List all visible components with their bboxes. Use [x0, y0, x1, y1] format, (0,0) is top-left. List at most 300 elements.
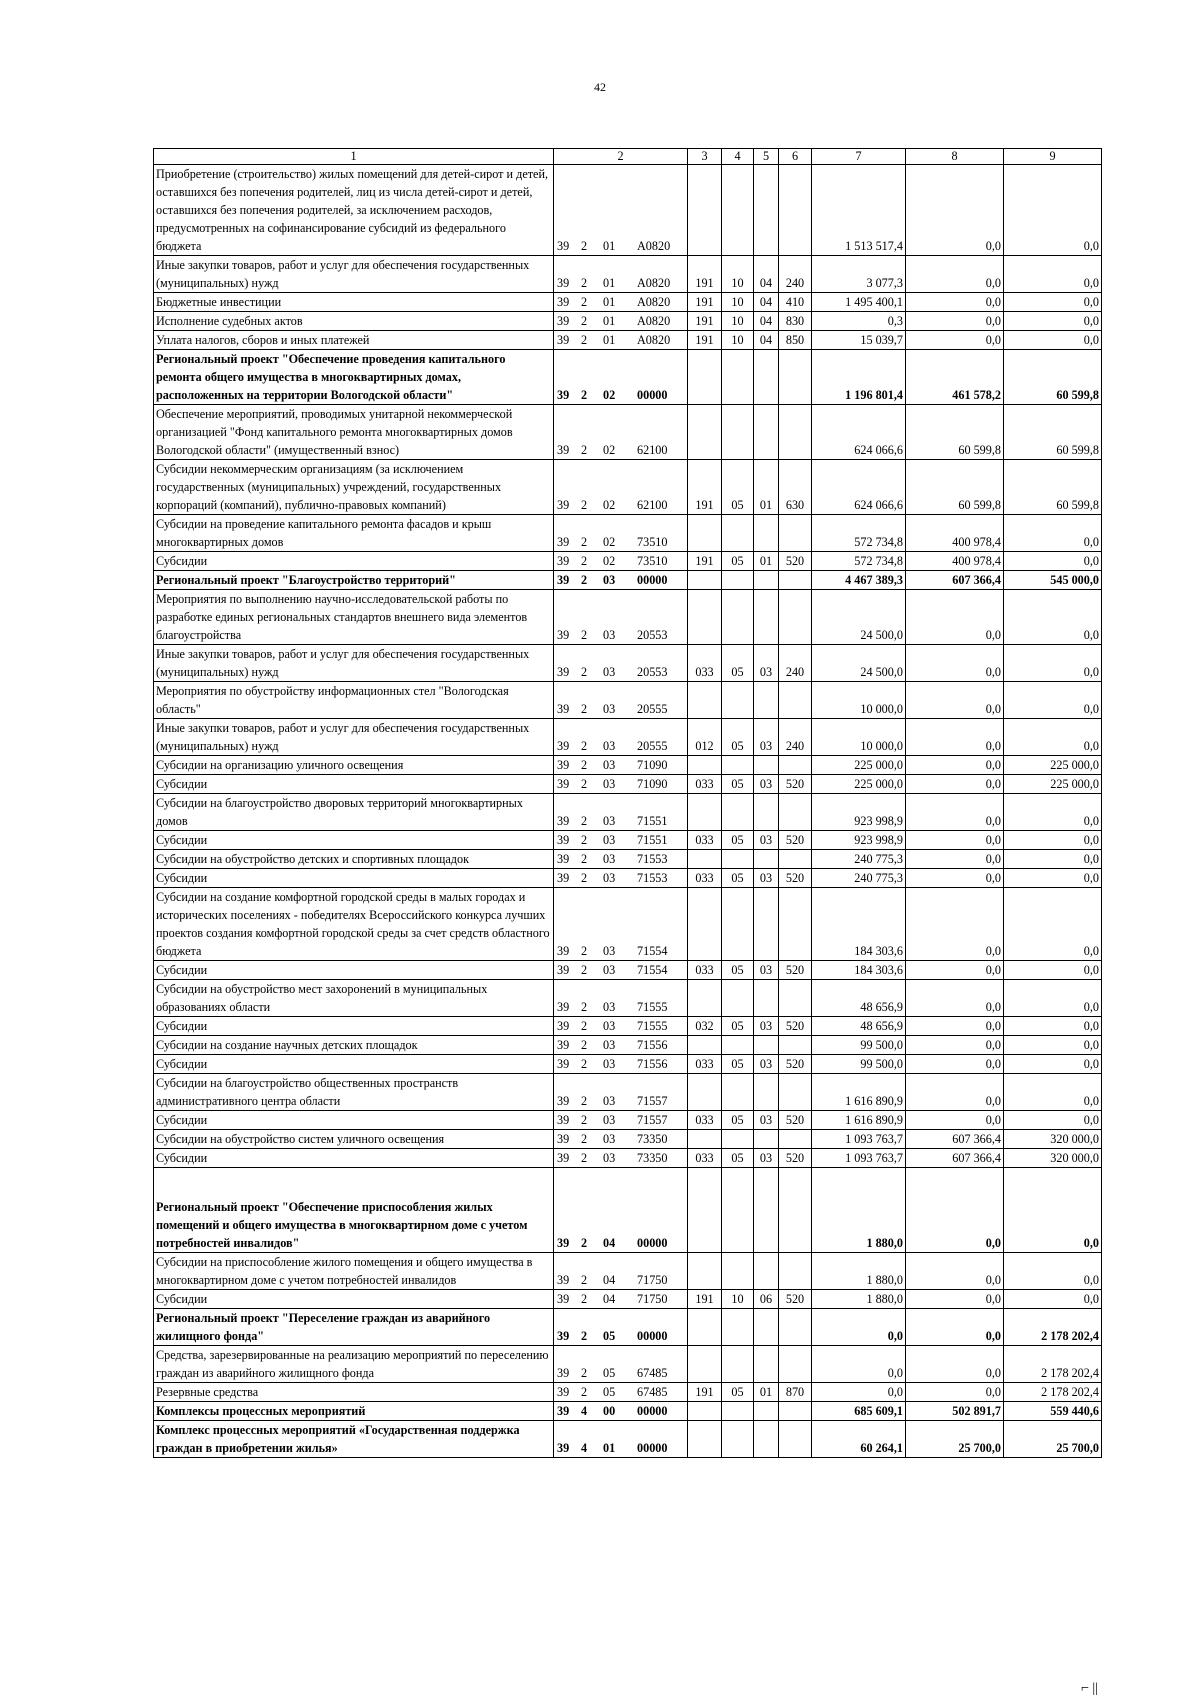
row-grbs: 191 — [688, 1383, 722, 1402]
code-part-c3: 03 — [603, 1019, 616, 1033]
row-value-8: 60 599,8 — [906, 405, 1004, 460]
code-part-c3: 02 — [603, 554, 616, 568]
row-pr: 01 — [754, 552, 779, 571]
table-row-section — [154, 1402, 1102, 1421]
code-part-c4: 71090 — [637, 777, 668, 791]
row-value-9: 60 599,8 — [1004, 350, 1102, 405]
row-code — [554, 293, 688, 312]
code-part-c3: 03 — [603, 1000, 616, 1014]
row-code — [554, 1290, 688, 1309]
corner-mark: ⌐ || — [1080, 1681, 1098, 1696]
table-row — [154, 293, 1102, 312]
row-name: Субсидии на создание научных детских площадок — [154, 1036, 554, 1055]
row-name: Субсидии на организацию уличного освещения — [154, 756, 554, 775]
row-vr: 520 — [779, 1290, 812, 1309]
code-part-c3: 00 — [603, 1404, 616, 1418]
row-grbs — [688, 515, 722, 552]
code-part-c3: 01 — [603, 276, 616, 290]
code-part-c3: 02 — [603, 443, 616, 457]
header-cell: 4 — [722, 149, 754, 165]
row-pr — [754, 1421, 779, 1458]
row-rz: 10 — [722, 312, 754, 331]
code-part-c2: 2 — [581, 739, 588, 753]
code-part-c4: 73510 — [637, 535, 668, 549]
row-name: Мероприятия по обустройству информационных стел "Вологодская область" — [154, 682, 554, 719]
code-part-c1: 39 — [557, 333, 570, 347]
row-rz — [722, 682, 754, 719]
row-code — [554, 1309, 688, 1346]
row-value-9: 0,0 — [1004, 590, 1102, 645]
code-part-c4: 71750 — [637, 1273, 668, 1287]
row-value-9: 0,0 — [1004, 331, 1102, 350]
row-value-7: 99 500,0 — [812, 1055, 906, 1074]
code-part-c1: 39 — [557, 1329, 570, 1343]
row-value-9: 0,0 — [1004, 645, 1102, 682]
row-name: Региональный проект "Переселение граждан из аварийного жилищного фонда" — [154, 1309, 554, 1346]
row-rz: 05 — [722, 460, 754, 515]
code-part-c3: 01 — [603, 314, 616, 328]
row-value-9: 0,0 — [1004, 1253, 1102, 1290]
row-grbs — [688, 1074, 722, 1111]
row-vr: 870 — [779, 1383, 812, 1402]
row-vr: 240 — [779, 719, 812, 756]
code-part-c3: 03 — [603, 573, 616, 587]
row-pr: 03 — [754, 1149, 779, 1168]
code-part-c1: 39 — [557, 1113, 570, 1127]
row-grbs — [688, 980, 722, 1017]
row-value-7: 1 513 517,4 — [812, 165, 906, 256]
row-value-8: 0,0 — [906, 756, 1004, 775]
row-value-7: 1 616 890,9 — [812, 1074, 906, 1111]
row-value-8: 0,0 — [906, 165, 1004, 256]
code-part-c4: 71556 — [637, 1057, 668, 1071]
row-pr: 04 — [754, 331, 779, 350]
row-name: Мероприятия по выполнению научно-исследовательской работы по разработке единых региональных стандартов внешнего вида элементов благоустройства — [154, 590, 554, 645]
row-grbs: 191 — [688, 256, 722, 293]
row-rz — [722, 756, 754, 775]
row-code — [554, 961, 688, 980]
row-value-8: 0,0 — [906, 682, 1004, 719]
row-value-7: 685 609,1 — [812, 1402, 906, 1421]
code-part-c1: 39 — [557, 944, 570, 958]
code-part-c1: 39 — [557, 239, 570, 253]
row-code — [554, 460, 688, 515]
row-code — [554, 1346, 688, 1383]
code-part-c3: 03 — [603, 852, 616, 866]
code-part-c3: 03 — [603, 1094, 616, 1108]
row-code — [554, 552, 688, 571]
row-vr — [779, 405, 812, 460]
row-vr: 520 — [779, 1017, 812, 1036]
table-row — [154, 312, 1102, 331]
row-rz: 05 — [722, 869, 754, 888]
row-vr — [779, 682, 812, 719]
row-value-7: 3 077,3 — [812, 256, 906, 293]
row-grbs — [688, 1253, 722, 1290]
row-value-8: 0,0 — [906, 293, 1004, 312]
code-part-c2: 2 — [581, 333, 588, 347]
code-part-c1: 39 — [557, 1292, 570, 1306]
row-value-8: 0,0 — [906, 1309, 1004, 1346]
row-name: Комплексы процессных мероприятий — [154, 1402, 554, 1421]
code-part-c2: 2 — [581, 1132, 588, 1146]
row-value-8: 0,0 — [906, 1017, 1004, 1036]
row-value-9: 0,0 — [1004, 1111, 1102, 1130]
table-row — [154, 850, 1102, 869]
row-pr — [754, 1130, 779, 1149]
code-part-c2: 2 — [581, 871, 588, 885]
row-code — [554, 1253, 688, 1290]
code-part-c2: 2 — [581, 1113, 588, 1127]
code-part-c1: 39 — [557, 702, 570, 716]
row-value-7: 24 500,0 — [812, 590, 906, 645]
code-part-c1: 39 — [557, 498, 570, 512]
code-part-c4: 73350 — [637, 1132, 668, 1146]
code-part-c2: 2 — [581, 1151, 588, 1165]
row-value-7: 1 093 763,7 — [812, 1149, 906, 1168]
table-row — [154, 775, 1102, 794]
row-value-8: 0,0 — [906, 869, 1004, 888]
row-code — [554, 682, 688, 719]
code-part-c2: 2 — [581, 295, 588, 309]
code-part-c4: 71750 — [637, 1292, 668, 1306]
row-value-9: 0,0 — [1004, 552, 1102, 571]
row-value-9: 0,0 — [1004, 1290, 1102, 1309]
row-pr — [754, 350, 779, 405]
row-name: Субсидии на приспособление жилого помещения и общего имущества в многоквартирном доме с учетом потребностей инвалидов — [154, 1253, 554, 1290]
row-rz: 05 — [722, 961, 754, 980]
row-code — [554, 1111, 688, 1130]
row-value-9: 60 599,8 — [1004, 405, 1102, 460]
code-part-c1: 39 — [557, 1019, 570, 1033]
table-row — [154, 331, 1102, 350]
row-value-8: 0,0 — [906, 1383, 1004, 1402]
code-part-c2: 2 — [581, 963, 588, 977]
row-pr: 01 — [754, 1383, 779, 1402]
row-vr — [779, 1346, 812, 1383]
code-part-c2: 2 — [581, 665, 588, 679]
row-name: Субсидии на благоустройство дворовых территорий многоквартирных домов — [154, 794, 554, 831]
code-part-c4: 71555 — [637, 1019, 668, 1033]
row-name: Субсидии — [154, 1290, 554, 1309]
row-vr — [779, 571, 812, 590]
code-part-c3: 04 — [603, 1273, 616, 1287]
row-code — [554, 1036, 688, 1055]
code-part-c1: 39 — [557, 1094, 570, 1108]
row-pr: 03 — [754, 1017, 779, 1036]
row-vr — [779, 350, 812, 405]
code-part-c1: 39 — [557, 963, 570, 977]
row-pr: 03 — [754, 1055, 779, 1074]
row-name: Субсидии на создание комфортной городской среды в малых городах и исторических поселениях - победителях Всероссийского конкурса лучших проектов создания комфортной городской среды за счет средств областного бюджета — [154, 888, 554, 961]
code-part-c3: 05 — [603, 1385, 616, 1399]
row-value-7: 0,3 — [812, 312, 906, 331]
code-part-c2: 2 — [581, 1038, 588, 1052]
row-vr: 520 — [779, 831, 812, 850]
row-value-9: 0,0 — [1004, 850, 1102, 869]
code-part-c1: 39 — [557, 388, 570, 402]
code-part-c4: 71557 — [637, 1113, 668, 1127]
table-row — [154, 645, 1102, 682]
row-rz: 05 — [722, 1017, 754, 1036]
row-value-9: 0,0 — [1004, 682, 1102, 719]
row-name: Исполнение судебных актов — [154, 312, 554, 331]
code-part-c4: 71554 — [637, 944, 668, 958]
row-vr — [779, 794, 812, 831]
row-value-8: 0,0 — [906, 1111, 1004, 1130]
code-part-c1: 39 — [557, 1132, 570, 1146]
row-name: Приобретение (строительство) жилых помещений для детей-сирот и детей, оставшихся без попечения родителей, лиц из числа детей-сирот и детей, оставшихся без попечения родителей, за исключением расходов, предусмотренных на софинансирование субсидий из федерального бюджета — [154, 165, 554, 256]
row-vr — [779, 756, 812, 775]
code-part-c2: 2 — [581, 702, 588, 716]
row-rz — [722, 1421, 754, 1458]
row-name: Субсидии — [154, 1055, 554, 1074]
row-pr: 03 — [754, 719, 779, 756]
row-value-8: 0,0 — [906, 1346, 1004, 1383]
row-rz — [722, 888, 754, 961]
row-vr: 520 — [779, 961, 812, 980]
code-part-c3: 02 — [603, 498, 616, 512]
code-part-c2: 2 — [581, 852, 588, 866]
row-name: Субсидии — [154, 1017, 554, 1036]
row-value-7: 240 775,3 — [812, 850, 906, 869]
header-cell: 6 — [779, 149, 812, 165]
code-part-c2: 2 — [581, 833, 588, 847]
row-grbs: 191 — [688, 312, 722, 331]
code-part-c4: 71557 — [637, 1094, 668, 1108]
row-name: Резервные средства — [154, 1383, 554, 1402]
row-vr: 850 — [779, 331, 812, 350]
row-grbs: 191 — [688, 1290, 722, 1309]
row-value-9: 0,0 — [1004, 1055, 1102, 1074]
code-part-c1: 39 — [557, 1236, 570, 1250]
row-vr — [779, 980, 812, 1017]
row-value-8: 607 366,4 — [906, 1149, 1004, 1168]
code-part-c4: 67485 — [637, 1366, 668, 1380]
row-value-8: 0,0 — [906, 312, 1004, 331]
row-pr: 04 — [754, 293, 779, 312]
row-name: Иные закупки товаров, работ и услуг для обеспечения государственных (муниципальных) нужд — [154, 256, 554, 293]
row-value-9: 0,0 — [1004, 719, 1102, 756]
row-value-9: 0,0 — [1004, 1168, 1102, 1253]
row-pr: 03 — [754, 1111, 779, 1130]
code-part-c3: 01 — [603, 295, 616, 309]
row-name: Субсидии на обустройство детских и спортивных площадок — [154, 850, 554, 869]
code-part-c1: 39 — [557, 554, 570, 568]
row-pr: 06 — [754, 1290, 779, 1309]
code-part-c3: 03 — [603, 1038, 616, 1052]
row-rz — [722, 590, 754, 645]
code-part-c4: 00000 — [637, 1441, 668, 1455]
row-code — [554, 515, 688, 552]
row-value-7: 1 880,0 — [812, 1168, 906, 1253]
row-rz: 05 — [722, 1383, 754, 1402]
table-row — [154, 1383, 1102, 1402]
row-value-9: 0,0 — [1004, 888, 1102, 961]
code-part-c2: 2 — [581, 1019, 588, 1033]
row-code — [554, 645, 688, 682]
row-pr: 03 — [754, 645, 779, 682]
row-rz — [722, 794, 754, 831]
code-part-c2: 2 — [581, 573, 588, 587]
row-grbs: 033 — [688, 645, 722, 682]
row-rz — [722, 405, 754, 460]
row-value-8: 0,0 — [906, 1253, 1004, 1290]
row-value-7: 1 093 763,7 — [812, 1130, 906, 1149]
row-grbs: 033 — [688, 775, 722, 794]
row-vr: 830 — [779, 312, 812, 331]
code-part-c2: 2 — [581, 1057, 588, 1071]
row-pr: 03 — [754, 961, 779, 980]
code-part-c3: 03 — [603, 1113, 616, 1127]
table-row — [154, 1253, 1102, 1290]
row-value-8: 0,0 — [906, 850, 1004, 869]
row-code — [554, 331, 688, 350]
row-value-7: 184 303,6 — [812, 961, 906, 980]
row-name: Иные закупки товаров, работ и услуг для обеспечения государственных (муниципальных) нужд — [154, 719, 554, 756]
row-vr — [779, 590, 812, 645]
row-value-9: 25 700,0 — [1004, 1421, 1102, 1458]
code-part-c4: 00000 — [637, 1404, 668, 1418]
code-part-c4: 20555 — [637, 702, 668, 716]
row-grbs — [688, 682, 722, 719]
table-row — [154, 794, 1102, 831]
row-rz — [722, 1253, 754, 1290]
code-part-c4: 71555 — [637, 1000, 668, 1014]
row-value-7: 10 000,0 — [812, 682, 906, 719]
header-cell: 5 — [754, 149, 779, 165]
code-part-c2: 2 — [581, 388, 588, 402]
row-code — [554, 1017, 688, 1036]
row-value-7: 1 495 400,1 — [812, 293, 906, 312]
row-value-9: 320 000,0 — [1004, 1130, 1102, 1149]
table-row — [154, 869, 1102, 888]
row-name: Уплата налогов, сборов и иных платежей — [154, 331, 554, 350]
row-grbs: 191 — [688, 460, 722, 515]
row-rz — [722, 165, 754, 256]
code-part-c1: 39 — [557, 295, 570, 309]
code-part-c3: 03 — [603, 1151, 616, 1165]
code-part-c2: 2 — [581, 758, 588, 772]
code-part-c4: A0820 — [637, 333, 671, 347]
row-value-7: 1 196 801,4 — [812, 350, 906, 405]
row-pr — [754, 1253, 779, 1290]
table-row-section — [154, 571, 1102, 590]
code-part-c4: 73350 — [637, 1151, 668, 1165]
row-value-9: 2 178 202,4 — [1004, 1309, 1102, 1346]
row-value-9: 0,0 — [1004, 961, 1102, 980]
code-part-c4: 62100 — [637, 498, 668, 512]
code-part-c1: 39 — [557, 443, 570, 457]
code-part-c2: 2 — [581, 1366, 588, 1380]
row-grbs — [688, 350, 722, 405]
row-vr — [779, 1168, 812, 1253]
row-value-7: 1 880,0 — [812, 1290, 906, 1309]
code-part-c1: 39 — [557, 871, 570, 885]
header-cell: 2 — [554, 149, 688, 165]
code-part-c4: 00000 — [637, 573, 668, 587]
row-vr: 520 — [779, 1111, 812, 1130]
row-value-8: 502 891,7 — [906, 1402, 1004, 1421]
table-row — [154, 256, 1102, 293]
code-part-c1: 39 — [557, 1000, 570, 1014]
row-grbs: 191 — [688, 293, 722, 312]
row-grbs — [688, 850, 722, 869]
header-cell: 8 — [906, 149, 1004, 165]
code-part-c1: 39 — [557, 852, 570, 866]
row-name: Бюджетные инвестиции — [154, 293, 554, 312]
code-part-c1: 39 — [557, 1273, 570, 1287]
row-name: Субсидии — [154, 831, 554, 850]
row-vr: 410 — [779, 293, 812, 312]
row-pr — [754, 515, 779, 552]
row-value-9: 225 000,0 — [1004, 756, 1102, 775]
row-value-7: 923 998,9 — [812, 831, 906, 850]
row-code — [554, 980, 688, 1017]
row-code — [554, 256, 688, 293]
table-row — [154, 1130, 1102, 1149]
row-pr — [754, 1309, 779, 1346]
table-row — [154, 590, 1102, 645]
row-rz — [722, 1036, 754, 1055]
table-row-section — [154, 1168, 1102, 1253]
code-part-c4: 20553 — [637, 665, 668, 679]
code-part-c1: 39 — [557, 833, 570, 847]
code-part-c4: A0820 — [637, 295, 671, 309]
row-code — [554, 312, 688, 331]
row-code — [554, 1074, 688, 1111]
row-value-9: 320 000,0 — [1004, 1149, 1102, 1168]
code-part-c2: 2 — [581, 777, 588, 791]
row-name: Субсидии — [154, 775, 554, 794]
row-value-8: 0,0 — [906, 1168, 1004, 1253]
row-value-8: 0,0 — [906, 794, 1004, 831]
code-part-c1: 39 — [557, 573, 570, 587]
code-part-c1: 39 — [557, 1366, 570, 1380]
code-part-c4: 71090 — [637, 758, 668, 772]
code-part-c2: 2 — [581, 814, 588, 828]
code-part-c1: 39 — [557, 777, 570, 791]
header-cell: 1 — [154, 149, 554, 165]
row-value-7: 10 000,0 — [812, 719, 906, 756]
page-number: 42 — [594, 80, 606, 94]
row-value-9: 0,0 — [1004, 980, 1102, 1017]
row-pr — [754, 1402, 779, 1421]
row-rz: 10 — [722, 256, 754, 293]
code-part-c2: 2 — [581, 1273, 588, 1287]
row-code — [554, 1168, 688, 1253]
row-rz — [722, 1346, 754, 1383]
code-part-c2: 2 — [581, 554, 588, 568]
row-grbs — [688, 590, 722, 645]
row-grbs — [688, 1421, 722, 1458]
code-part-c4: 71551 — [637, 833, 668, 847]
table-row — [154, 1055, 1102, 1074]
row-rz: 05 — [722, 719, 754, 756]
row-value-7: 1 616 890,9 — [812, 1111, 906, 1130]
table-header-row — [154, 149, 1102, 165]
row-value-7: 48 656,9 — [812, 1017, 906, 1036]
table-row — [154, 1036, 1102, 1055]
row-rz — [722, 350, 754, 405]
code-part-c2: 2 — [581, 1385, 588, 1399]
row-code — [554, 775, 688, 794]
row-name: Субсидии на обустройство мест захоронений в муниципальных образованиях области — [154, 980, 554, 1017]
row-value-8: 0,0 — [906, 980, 1004, 1017]
code-part-c1: 39 — [557, 1404, 570, 1418]
row-pr — [754, 756, 779, 775]
row-value-8: 400 978,4 — [906, 552, 1004, 571]
